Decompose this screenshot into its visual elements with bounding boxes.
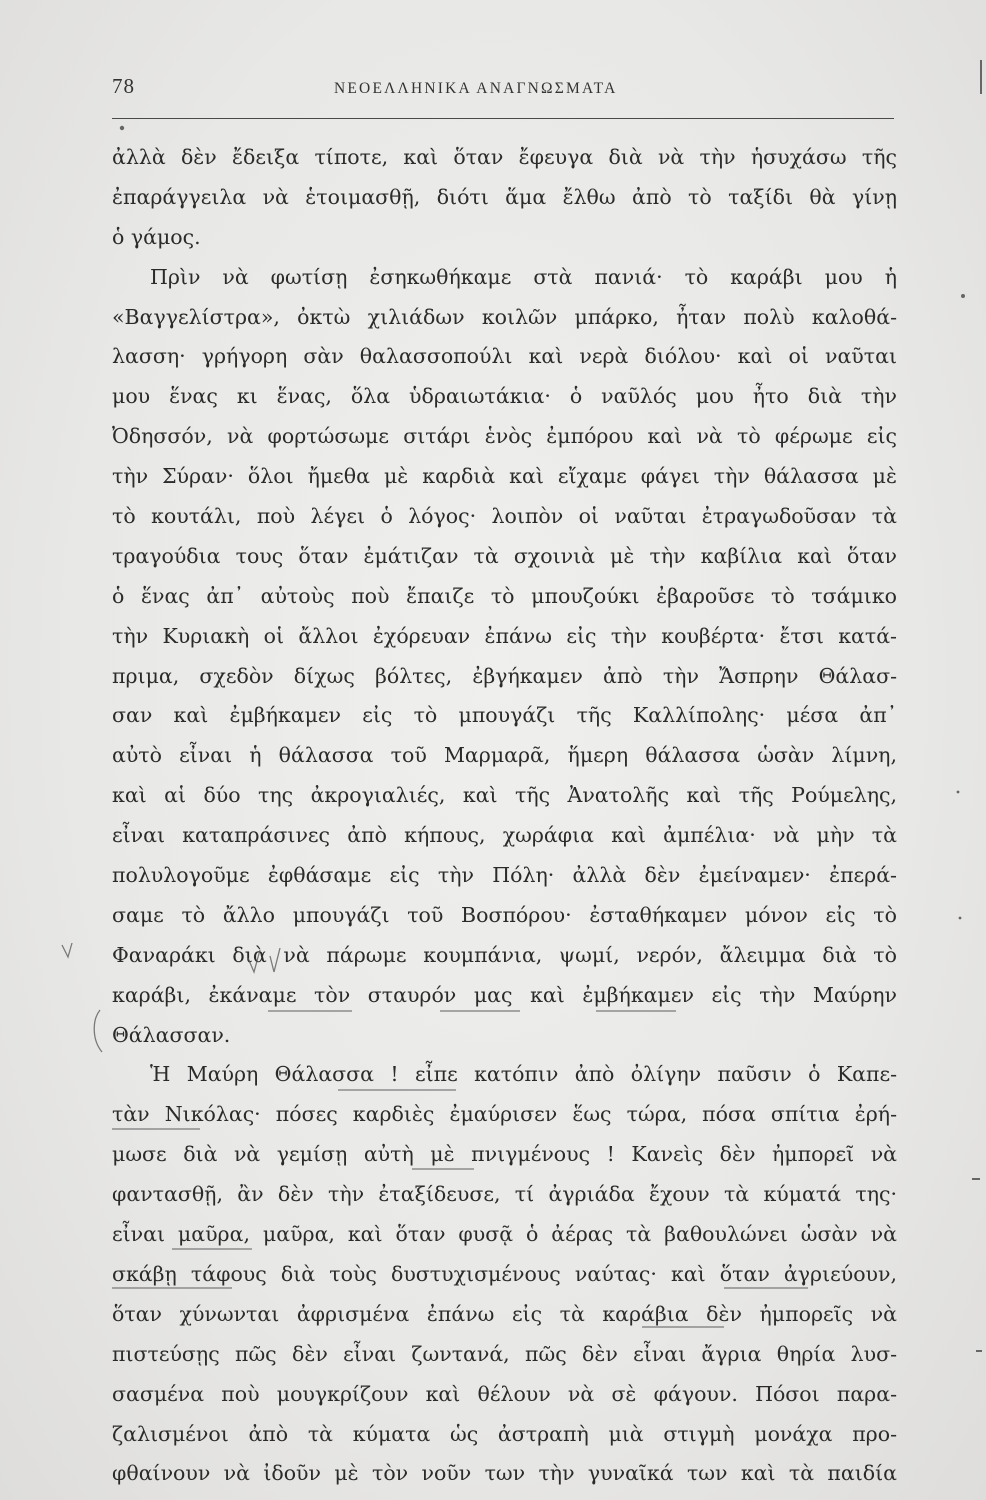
- text-line: ὁ ἕνας ἀπ᾿ αὐτοὺς ποὺ ἔπαιζε τὸ μπουζούκι ἐβαροῦσε τὸ τσάμικο: [112, 583, 897, 608]
- text-line: Φαναράκι διὰ νὰ πάρωμε κουμπάνια, ψωμί, νερόν, ἄλειμμα διὰ τὸ: [112, 942, 897, 967]
- text-line: Πρὶν νὰ φωτίσῃ ἐσηκωθήκαμε στὰ πανιά· τὸ καράβι μου ἡ: [150, 264, 897, 289]
- text-line: Ἡ Μαύρη Θάλασσα ! εἶπε κατόπιν ἀπὸ ὀλίγην παῦσιν ὁ Καπε-: [150, 1062, 897, 1087]
- text-line: καὶ αἱ δύο της ἀκρογιαλιές, καὶ τῆς Ἀνατολῆς καὶ τῆς Ρούμελης,: [112, 783, 897, 808]
- page-number: 78: [112, 74, 135, 98]
- text-line: σκάβῃ τάφους διὰ τοὺς δυστυχισμένους ναύτας· καὶ ὅταν ἀγριεύουν,: [112, 1261, 897, 1286]
- header-rule: [112, 118, 894, 119]
- text-line: τὴν Κυριακὴ οἱ ἄλλοι ἐχόρευαν ἐπάνω εἰς τὴν κουβέρτα· ἔτσι κατά-: [112, 623, 897, 648]
- text-line: μωσε διὰ νὰ γεμίσῃ αὐτὴ μὲ πνιγμένους ! Κανεὶς δὲν ἠμπορεῖ νὰ: [112, 1142, 897, 1167]
- body-text: [112, 138, 897, 1494]
- text-line: σαν καὶ ἐμβήκαμεν εἰς τὸ μπουγάζι τῆς Καλλίπολης· μέσα ἀπ᾿: [112, 703, 897, 728]
- text-line: «Βαγγελίστρα», ὀκτὼ χιλιάδων κοιλῶν μπάρκο, ἦταν πολὺ καλοθά-: [112, 304, 897, 329]
- text-line: μου ἕνας κι ἕνας, ὅλα ὑδραιωτάκια· ὁ ναῦλός μου ἦτο διὰ τὴν: [112, 384, 897, 409]
- text-line: φθαίνουν νὰ ἰδοῦν μὲ τὸν νοῦν των τὴν γυναῖκά των καὶ τὰ παιδία: [112, 1461, 897, 1486]
- text-line: ἐπαράγγειλα νὰ ἑτοιμασθῇ, διότι ἅμα ἔλθω ἀπὸ τὸ ταξίδι θὰ γίνῃ: [112, 184, 897, 209]
- text-line: πριμα, σχεδὸν δίχως βόλτες, ἐβγήκαμεν ἀπὸ τὴν Ἄσπρην Θάλασ-: [112, 663, 897, 688]
- text-line: τραγούδια τους ὅταν ἐμάτιζαν τὰ σχοινιὰ μὲ τὴν καβίλια καὶ ὅταν: [112, 543, 897, 568]
- text-line: σασμένα ποὺ μουγκρίζουν καὶ θέλουν νὰ σὲ φάγουν. Πόσοι παρα-: [112, 1381, 897, 1406]
- text-line: τὰν Νικόλας· πόσες καρδιὲς ἐμαύρισεν ἕως τώρα, πόσα σπίτια ἐρή-: [112, 1102, 897, 1127]
- text-line: σαμε τὸ ἄλλο μπουγάζι τοῦ Βοσπόρου· ἐσταθήκαμεν μόνον εἰς τὸ: [112, 902, 897, 927]
- text-line: καράβι, ἐκάναμε τὸν σταυρόν μας καὶ ἐμβήκαμεν εἰς τὴν Μαύρην: [112, 982, 897, 1007]
- text-line: πιστεύσῃς πῶς δὲν εἶναι ζωντανά, πῶς δὲν εἶναι ἄγρια θηρία λυσ-: [112, 1341, 897, 1366]
- page-header: [112, 74, 892, 104]
- text-line: πολυλογοῦμε ἐφθάσαμε εἰς τὴν Πόλη· ἀλλὰ δὲν ἐμείναμεν· ἐπερά-: [112, 863, 897, 888]
- text-line: αὐτὸ εἶναι ἡ θάλασσα τοῦ Μαρμαρᾶ, ἥμερη θάλασσα ὡσὰν λίμνη,: [112, 743, 897, 768]
- text-line: εἶναι καταπράσινες ἀπὸ κήπους, χωράφια καὶ ἀμπέλια· νὰ μὴν τὰ: [112, 823, 897, 848]
- text-line: τὴν Σύραν· ὅλοι ἤμεθα μὲ καρδιὰ καὶ εἴχαμε φάγει τὴν θάλασσα μὲ: [112, 464, 897, 489]
- text-line: ζαλισμένοι ἀπὸ τὰ κύματα ὡς ἀστραπὴ μιὰ στιγμὴ μονάχα προ-: [112, 1421, 897, 1446]
- text-line: Ὀδησσόν, νὰ φορτώσωμε σιτάρι ἑνὸς ἐμπόρου καὶ νὰ τὸ φέρωμε εἰς: [112, 424, 897, 449]
- text-line: Θάλασσαν.: [112, 1022, 231, 1047]
- text-line: εἶναι μαῦρα, μαῦρα, καὶ ὅταν φυσᾷ ὁ ἀέρας τὰ βαθουλώνει ὡσὰν νὰ: [112, 1222, 897, 1247]
- text-line: ἀλλὰ δὲν ἔδειξα τίποτε, καὶ ὅταν ἔφευγα διὰ νὰ τὴν ἡσυχάσω τῆς: [112, 145, 897, 169]
- text-line: ὁ γάμος.: [112, 224, 201, 249]
- text-line: ὅταν χύνωνται ἀφρισμένα ἐπάνω εἰς τὰ καράβια δὲν ἠμπορεῖς νὰ: [112, 1301, 897, 1326]
- text-line: τὸ κουτάλι, ποὺ λέγει ὁ λόγος· λοιπὸν οἱ ναῦται ἐτραγωδοῦσαν τὰ: [112, 504, 897, 529]
- text-line: λασση· γρήγορη σὰν θαλασσοπούλι καὶ νερὰ διόλου· καὶ οἱ ναῦται: [112, 344, 897, 369]
- running-title: ΝΕΟΕΛΛΗΝΙΚΑ ΑΝΑΓΝΩΣΜΑΤΑ: [334, 80, 618, 97]
- text-line: φαντασθῇ, ἂν δὲν τὴν ἐταξίδευσε, τί ἀγριάδα ἔχουν τὰ κύματά της·: [112, 1182, 897, 1207]
